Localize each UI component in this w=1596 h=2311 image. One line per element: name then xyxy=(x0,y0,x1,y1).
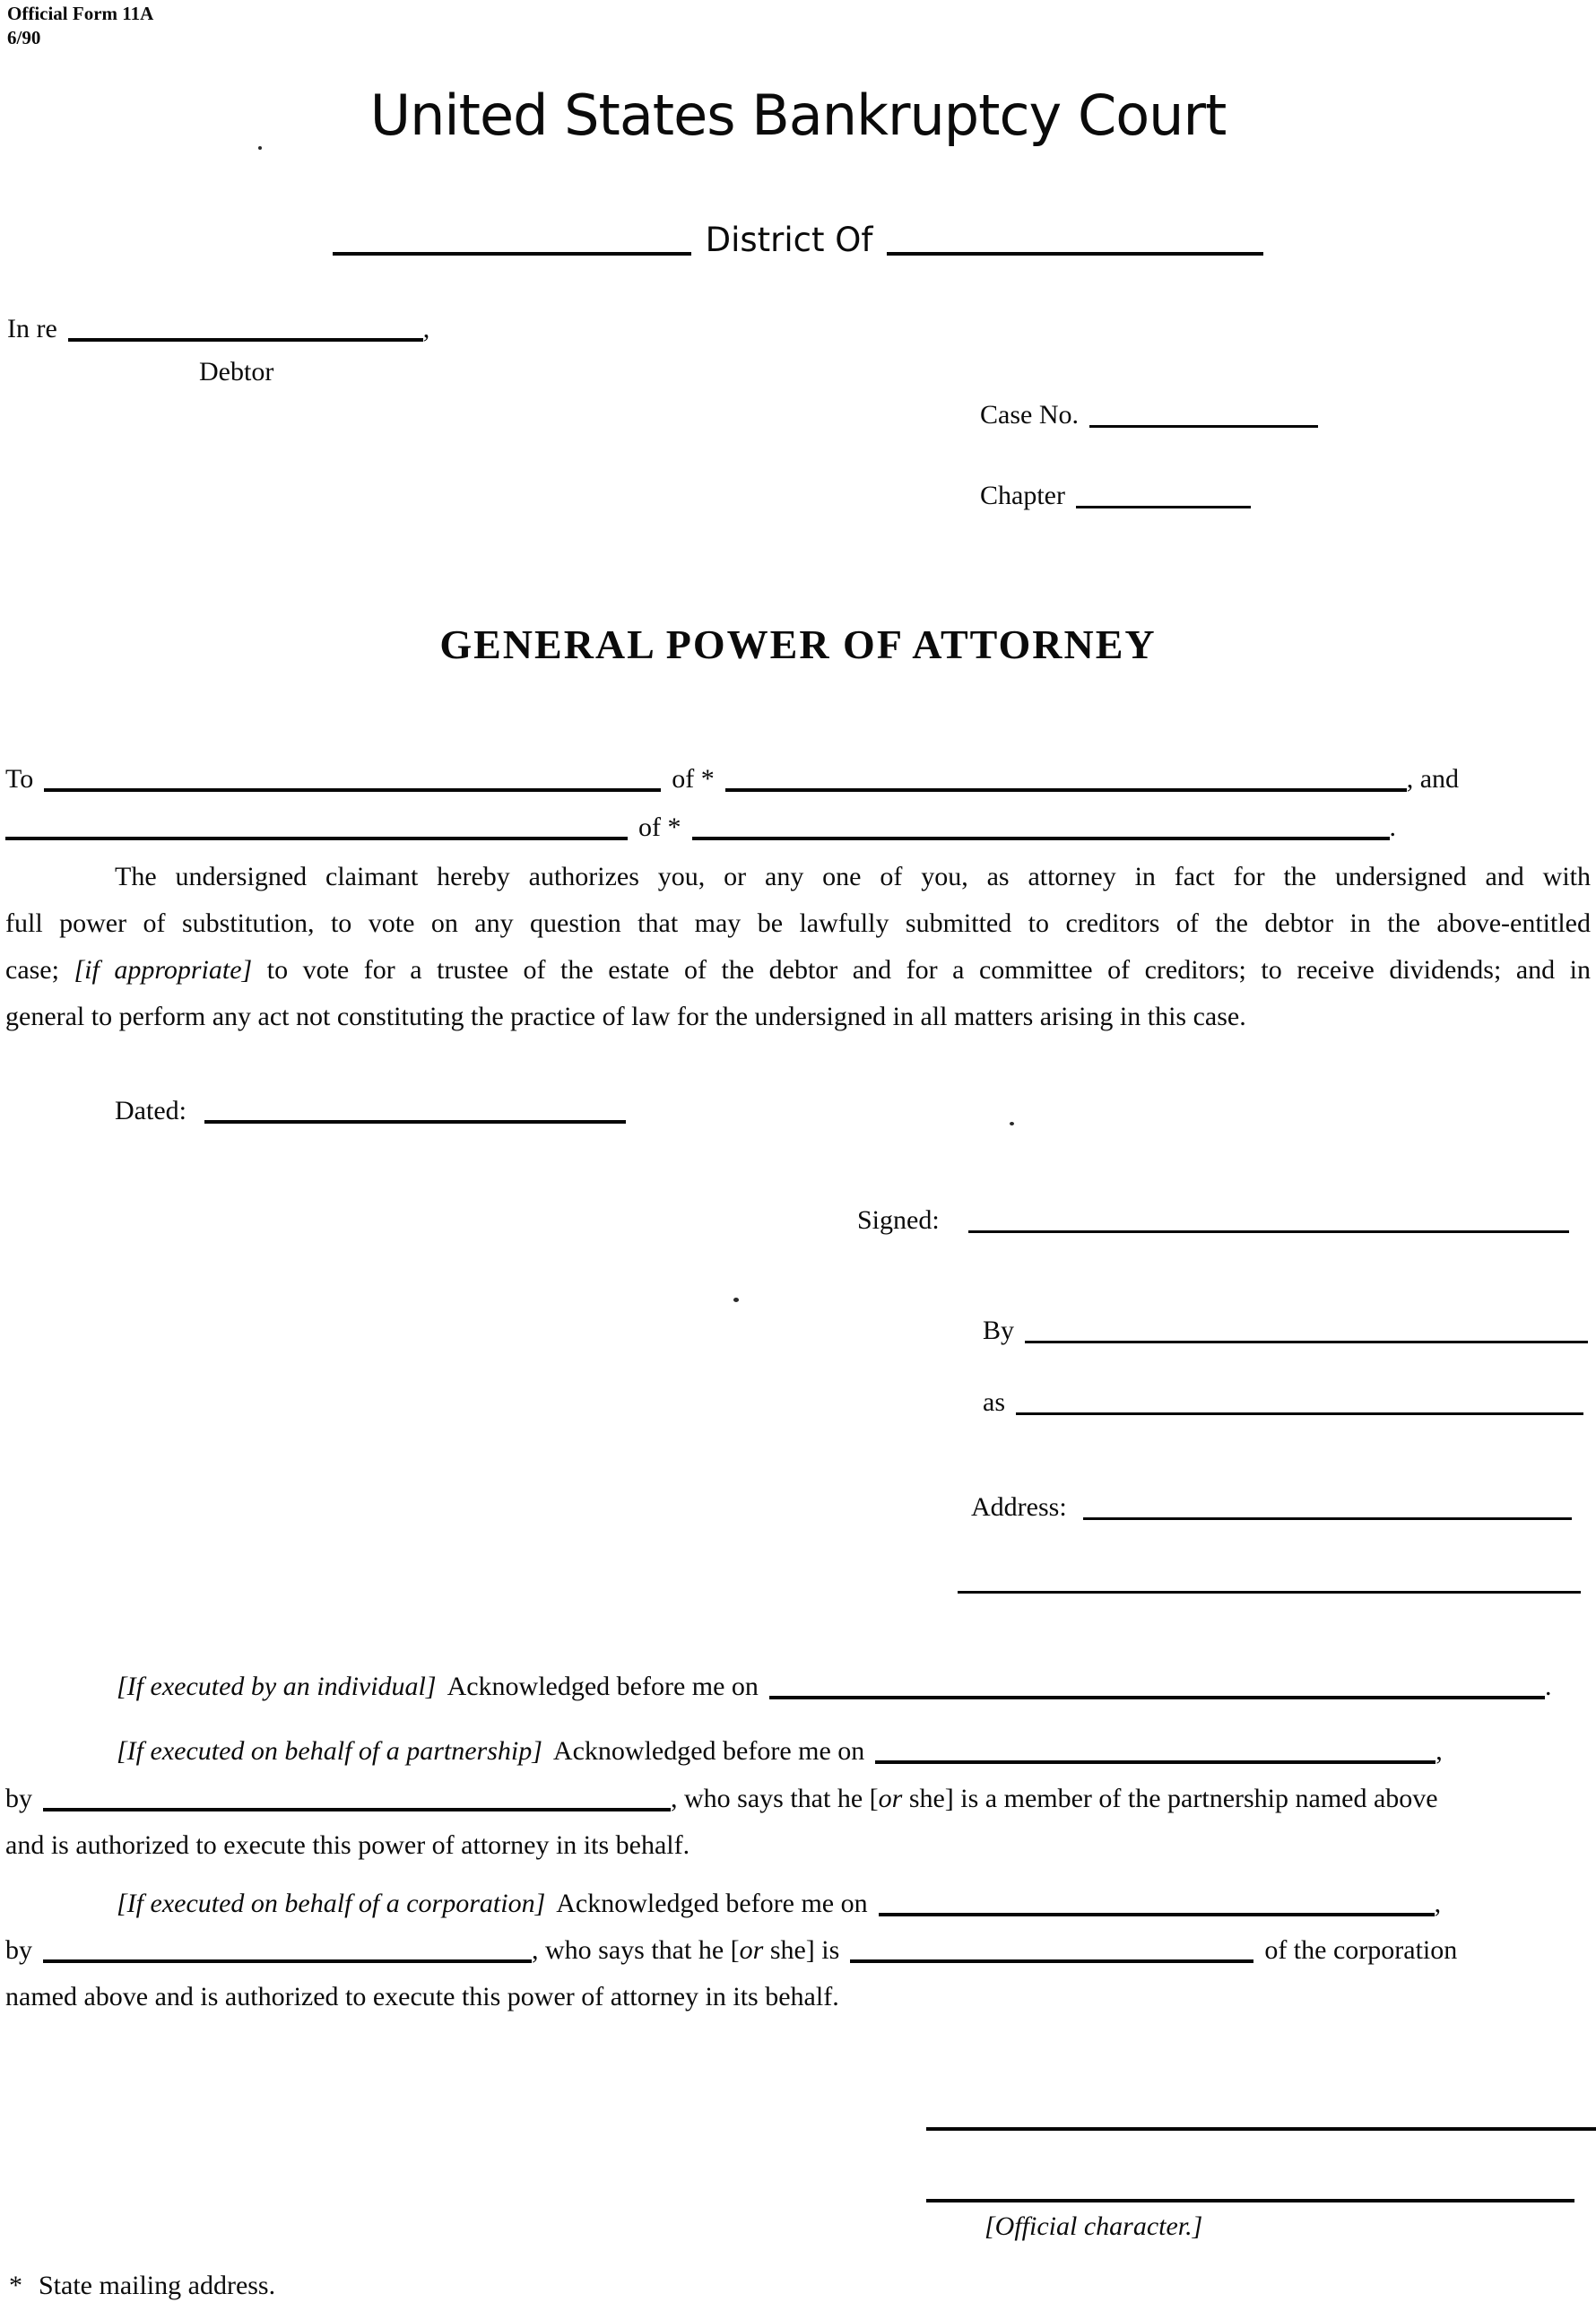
ack-partnership-text: Acknowledged before me on xyxy=(552,1736,865,1766)
ack-corporation-of-corp: of the corporation xyxy=(1264,1935,1458,1965)
notary-signature-line-2 xyxy=(926,2199,1574,2202)
dated-label: Dated: xyxy=(115,1096,186,1125)
by-label: By xyxy=(983,1316,1015,1345)
debtor-label-row xyxy=(199,357,273,387)
attorney-address-blank-2 xyxy=(692,837,1390,840)
chapter-row xyxy=(980,481,1251,511)
ack-corporation-line-3 xyxy=(5,1982,839,2012)
ack-corporation-text: Acknowledged before me on xyxy=(556,1889,868,1918)
ack-partnership-who-pre: , who says that he [ xyxy=(671,1784,879,1813)
case-no-row xyxy=(980,400,1318,430)
ack-partnership-line-3 xyxy=(5,1830,690,1861)
authorization-line-3-post: to vote for a trustee of the estate of the debtor and for a committee of creditors; to receive dividends; and in xyxy=(252,955,1591,985)
ack-individual-intro: [If executed by an individual] xyxy=(117,1672,437,1701)
attorney-name-blank-2 xyxy=(5,837,628,840)
signed-blank xyxy=(968,1230,1569,1233)
document-title: GENERAL POWER OF ATTORNEY xyxy=(439,621,1157,667)
ack-partnership-line-1 xyxy=(5,1736,1591,1767)
authorization-line-1: The undersigned claimant hereby authorizes you, or any one of you, as attorney in fact for the undersigned and with xyxy=(115,862,1591,891)
ack-corporation-line-1 xyxy=(5,1889,1591,1919)
ack-corporation-comma: , xyxy=(1434,1889,1442,1918)
to-period: . xyxy=(1389,812,1396,842)
scan-speck xyxy=(1010,1122,1014,1125)
district-of-label: District Of xyxy=(705,221,873,259)
ack-partnership-line-3-text: and is authorized to execute this power of attorney in its behalf. xyxy=(5,1830,690,1860)
dated-row xyxy=(115,1096,626,1126)
address-row xyxy=(971,1492,1572,1523)
address-blank-2 xyxy=(958,1591,1581,1594)
official-character-label: [Official character.] xyxy=(984,2211,1203,2241)
in-re-label: In re xyxy=(7,314,57,343)
ack-partnership-or-italic: or xyxy=(878,1784,903,1813)
ack-corporation-name-blank xyxy=(43,1959,532,1963)
ack-corporation-title-blank xyxy=(850,1959,1253,1963)
district-blank-left xyxy=(333,252,691,256)
ack-corporation-by-label: by xyxy=(5,1935,32,1965)
as-blank xyxy=(1016,1412,1583,1415)
debtor-name-blank xyxy=(68,338,423,342)
address-blank-1 xyxy=(1083,1517,1572,1520)
court-title: United States Bankruptcy Court xyxy=(369,83,1227,148)
as-row xyxy=(983,1387,1583,1418)
ack-partnership-line-2 xyxy=(5,1784,1591,1814)
ack-corporation-or-italic: or xyxy=(739,1935,764,1965)
ack-partnership-intro: [If executed on behalf of a partnership] xyxy=(117,1736,542,1766)
ack-partnership-name-blank xyxy=(43,1808,671,1811)
of-label-1: of * xyxy=(672,764,715,794)
ack-individual-date-blank xyxy=(769,1696,1545,1699)
footnote-row xyxy=(9,2271,275,2301)
chapter-blank xyxy=(1076,506,1251,508)
of-label-2: of * xyxy=(638,812,681,842)
as-label: as xyxy=(983,1387,1005,1417)
form-revision-label: 6/90 xyxy=(7,27,41,49)
scan-speck xyxy=(733,1298,739,1302)
debtor-label: Debtor xyxy=(199,357,274,387)
in-re-comma: , xyxy=(422,314,430,343)
ack-partnership-by-label: by xyxy=(5,1784,32,1813)
form-id-block xyxy=(7,2,153,51)
by-blank xyxy=(1025,1341,1588,1343)
district-blank-right xyxy=(887,252,1263,256)
in-re-row xyxy=(7,314,429,344)
signed-label: Signed: xyxy=(857,1205,940,1235)
ack-corporation-date-blank xyxy=(879,1913,1435,1916)
official-character-row xyxy=(984,2211,1202,2242)
ack-individual-text: Acknowledged before me on xyxy=(447,1672,759,1701)
chapter-label: Chapter xyxy=(980,481,1065,510)
attorney-name-blank-1 xyxy=(44,788,661,792)
ack-partnership-date-blank xyxy=(875,1760,1436,1764)
footnote-asterisk: * xyxy=(9,2271,22,2300)
to-row-2 xyxy=(5,812,1591,843)
ack-corporation-line-3-text: named above and is authorized to execute this power of attorney in its behalf. xyxy=(5,1982,839,2011)
ack-corporation-line-2 xyxy=(5,1935,1591,1966)
ack-corporation-intro: [If executed on behalf of a corporation] xyxy=(117,1889,546,1918)
by-row xyxy=(983,1316,1588,1346)
ack-corporation-who-pre: , who says that he [ xyxy=(532,1935,740,1965)
to-label: To xyxy=(5,764,34,794)
ack-corporation-who-post: she] is xyxy=(763,1935,840,1965)
footnote-text: State mailing address. xyxy=(39,2271,276,2300)
ack-corporation-who-clause xyxy=(532,1935,839,1966)
ack-partnership-comma: , xyxy=(1436,1736,1443,1766)
and-suffix: , and xyxy=(1406,764,1460,794)
case-no-blank xyxy=(1089,425,1318,428)
if-appropriate-italic: [if appropriate] xyxy=(74,955,253,985)
to-row-1 xyxy=(5,764,1591,795)
authorization-line-3 xyxy=(5,947,1591,994)
attorney-address-blank-1 xyxy=(725,788,1407,792)
ack-individual-row xyxy=(5,1672,1591,1702)
authorization-line-3-pre: case; xyxy=(5,955,74,985)
authorization-line-2: full power of substitution, to vote on any question that may be lawfully submitted to creditors of the debtor in the above-entitled xyxy=(5,908,1591,938)
form-id-label: Official Form 11A xyxy=(7,3,154,24)
notary-signature-line-1 xyxy=(926,2127,1596,2131)
signed-row xyxy=(857,1205,1569,1236)
authorization-paragraph xyxy=(5,854,1591,1040)
scan-speck xyxy=(258,146,262,150)
ack-partnership-who-clause xyxy=(671,1784,1438,1814)
dated-blank xyxy=(204,1120,626,1124)
district-row xyxy=(0,221,1596,259)
case-no-label: Case No. xyxy=(980,400,1079,430)
ack-individual-period: . xyxy=(1544,1672,1552,1701)
ack-partnership-who-post: she] is a member of the partnership named above xyxy=(902,1784,1438,1813)
authorization-line-4: general to perform any act not constituting the practice of law for the undersigned in all matters arising in this case. xyxy=(5,1002,1246,1031)
address-label: Address: xyxy=(971,1492,1067,1522)
